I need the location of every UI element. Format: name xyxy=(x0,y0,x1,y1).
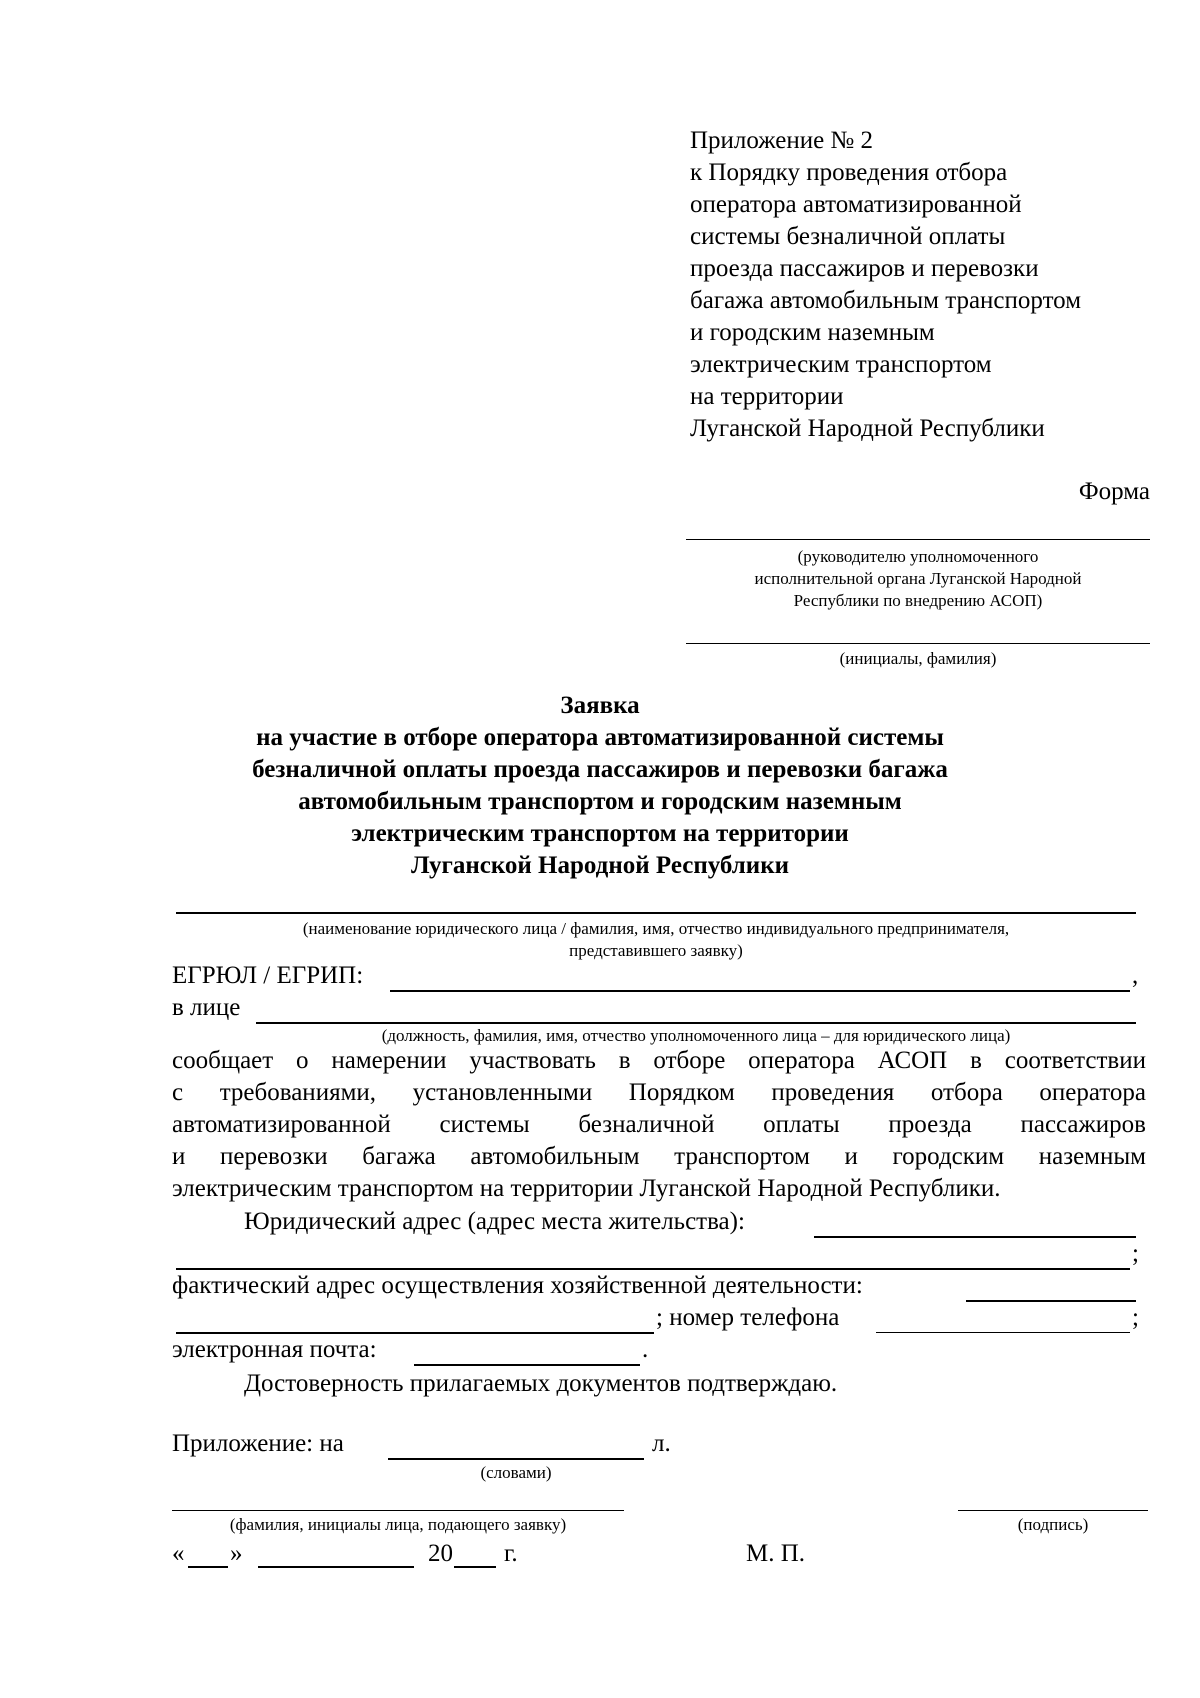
actual-address-field-2[interactable] xyxy=(176,1332,654,1334)
email-period: . xyxy=(642,1336,649,1363)
attachment-caption: (словами) xyxy=(480,1463,552,1482)
statement-line: и перевозки багажа автомобильным транспортом и городским наземным xyxy=(172,1143,1146,1170)
statement-line: сообщает о намерении участвовать в отборе оператора АСОП в соответствии xyxy=(172,1047,1146,1074)
title-line: Заявка xyxy=(560,692,640,719)
legal-address-semicolon: ; xyxy=(1132,1240,1139,1267)
actual-address-field[interactable] xyxy=(966,1300,1136,1302)
statement-paragraph xyxy=(172,1045,1146,1205)
header-line: проезда пассажиров и перевозки xyxy=(690,255,1039,282)
header-line: на территории xyxy=(690,383,844,410)
initials-line[interactable] xyxy=(686,643,1150,644)
confirm-text: Достоверность прилагаемых документов подтверждаю. xyxy=(244,1370,838,1397)
recipient-caption-line: (руководителю уполномоченного xyxy=(797,547,1039,566)
statement-line: с требованиями, установленными Порядком проведения отбора оператора xyxy=(172,1079,1146,1106)
email-label: электронная почта: xyxy=(172,1336,377,1363)
attachment-label: Приложение: на xyxy=(172,1430,344,1457)
person-label: в лице xyxy=(172,994,241,1021)
recipient-line[interactable] xyxy=(686,539,1150,540)
legal-address-field[interactable] xyxy=(814,1236,1136,1238)
egrul-label: ЕГРЮЛ / ЕГРИП: xyxy=(172,962,364,989)
name-caption: (фамилия, инициалы лица, подающего заявку) xyxy=(229,1515,567,1534)
phone-label: ; номер телефона xyxy=(656,1304,840,1331)
date-close-quote: » xyxy=(230,1540,243,1567)
appendix-header xyxy=(690,125,1081,445)
date-year-prefix: 20 xyxy=(428,1540,453,1567)
stamp-label: М. П. xyxy=(746,1540,806,1567)
person-field[interactable] xyxy=(256,1022,1136,1024)
attachment-suffix: л. xyxy=(652,1430,671,1457)
egrul-field[interactable] xyxy=(390,990,1130,992)
header-line: Приложение № 2 xyxy=(690,127,874,154)
document-title xyxy=(0,690,1200,882)
header-line: к Порядку проведения отбора xyxy=(690,159,1008,186)
attachment-pages-field[interactable] xyxy=(388,1458,644,1460)
title-line: электрическим транспортом на территории xyxy=(351,820,849,847)
date-open-quote: « xyxy=(172,1540,185,1567)
applicant-caption xyxy=(176,918,1136,962)
applicant-caption-line: (наименование юридического лица / фамилия, имя, отчество индивидуального предпринимателя, xyxy=(302,919,1010,938)
recipient-caption-line: Республики по внедрению АСОП) xyxy=(793,591,1043,610)
title-line: безналичной оплаты проезда пассажиров и перевозки багажа xyxy=(252,756,948,783)
header-line: системы безналичной оплаты xyxy=(690,223,1006,250)
form-label: Форма xyxy=(1078,478,1150,505)
applicant-name-signature-line[interactable] xyxy=(172,1510,624,1511)
header-line: и городским наземным xyxy=(690,319,935,346)
phone-field[interactable] xyxy=(876,1332,1130,1333)
date-year-suffix: г. xyxy=(504,1540,518,1567)
title-line: Луганской Народной Республики xyxy=(410,852,790,879)
legal-address-field-2[interactable] xyxy=(176,1268,1130,1270)
recipient-caption xyxy=(686,546,1150,612)
applicant-caption-line: представившего заявку) xyxy=(569,941,743,960)
signature-line[interactable] xyxy=(958,1510,1148,1511)
recipient-caption-line: исполнительной органа Луганской Народной xyxy=(754,569,1082,588)
email-field[interactable] xyxy=(414,1364,640,1366)
applicant-name-line[interactable] xyxy=(176,912,1136,914)
actual-address-label: фактический адрес осуществления хозяйственной деятельности: xyxy=(172,1272,863,1299)
signature-caption: (подпись) xyxy=(1017,1515,1089,1534)
date-day-field[interactable] xyxy=(188,1566,228,1568)
header-line: оператора автоматизированной xyxy=(690,191,1022,218)
legal-address-label: Юридический адрес (адрес места жительства): xyxy=(244,1208,745,1235)
initials-caption: (инициалы, фамилия) xyxy=(839,649,997,668)
egrul-comma: , xyxy=(1132,962,1139,989)
title-line: автомобильным транспортом и городским наземным xyxy=(298,788,902,815)
statement-line: автоматизированной системы безналичной оплаты проезда пассажиров xyxy=(172,1111,1146,1138)
title-line: на участие в отборе оператора автоматизированной системы xyxy=(256,724,944,751)
header-line: багажа автомобильным транспортом xyxy=(690,287,1082,314)
header-line: Луганской Народной Республики xyxy=(690,415,1045,442)
phone-semicolon: ; xyxy=(1132,1304,1139,1331)
date-year-field[interactable] xyxy=(454,1566,496,1568)
header-line: электрическим транспортом xyxy=(690,351,992,378)
date-month-field[interactable] xyxy=(258,1566,414,1568)
person-caption: (должность, фамилия, имя, отчество уполномоченного лица – для юридического лица) xyxy=(381,1026,1011,1045)
statement-line: электрическим транспортом на территории Луганской Народной Республики. xyxy=(172,1175,1001,1202)
